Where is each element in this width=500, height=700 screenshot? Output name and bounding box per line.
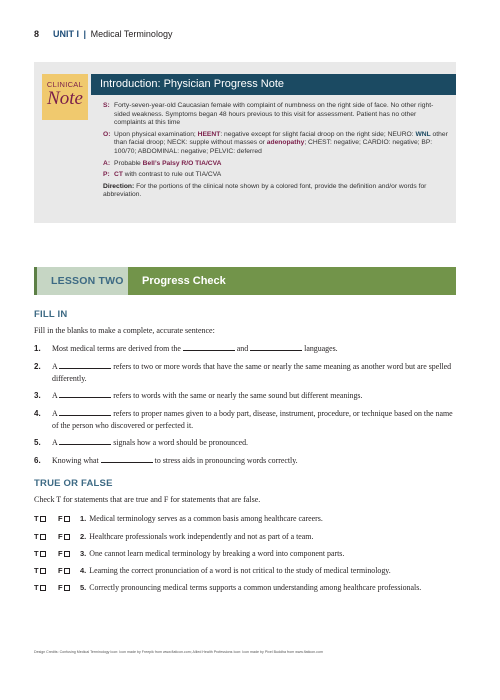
true-option[interactable]	[34, 513, 58, 524]
subjective-text: Forty-seven-year-old Caucasian female with complaint of numbness on the right side of face. No other right-sided weakness. Symptoms began 48 hours previous to this visit for assessment. Patient has no other complaints at this time	[114, 102, 434, 127]
fill-in-item	[34, 437, 454, 449]
false-option[interactable]	[58, 531, 80, 542]
item-text: A	[52, 391, 60, 400]
true-false-item	[34, 531, 454, 542]
false-option[interactable]	[58, 548, 80, 559]
answer-blank[interactable]	[250, 343, 302, 351]
item-text: Correctly pronouncing medical terms supports a common understanding among healthcare professionals.	[89, 583, 422, 592]
soap-key-s: S:	[103, 102, 110, 109]
true-false-item	[34, 548, 454, 559]
item-number: 2.	[34, 362, 41, 371]
clinical-note-badge	[42, 74, 88, 120]
design-credits: Design Credits: Confusing Medical Terminology Icon: Icon made by Freepik from www.flaticon.com; Allied Health Professions Icon: Icon made by Pixel Buddha from www.flaticon.com	[34, 650, 323, 654]
clinical-note-title: Introduction: Physician Progress Note	[91, 74, 456, 95]
clinical-note-body	[103, 102, 448, 200]
objective-text-2: : negative except for slight facial droop on the right side; NEURO:	[220, 130, 416, 138]
fill-in-item	[34, 361, 454, 384]
checkbox-icon[interactable]	[40, 568, 46, 574]
fill-in-item	[34, 390, 454, 402]
true-false-item	[34, 513, 454, 524]
objective-text-4: ; CHEST: negative; CARDIO: negative; BP: 100/70; ABDOMINAL: negative; PELVIC: deferred	[114, 139, 433, 155]
direction-text	[103, 183, 448, 200]
fill-in-item	[34, 343, 454, 355]
soap-subjective	[103, 102, 448, 128]
item-number: 1.	[80, 514, 87, 523]
soap-objective	[103, 131, 448, 157]
false-label: F	[58, 532, 63, 541]
item-text: Medical terminology serves as a common basis among healthcare careers.	[89, 514, 323, 523]
checkbox-icon[interactable]	[40, 585, 46, 591]
term-bells-palsy: Bell’s Palsy R/O TIA/CVA	[142, 159, 222, 167]
chapter-title: Medical Terminology	[90, 29, 173, 39]
objective-text-3: other than facial droop; NECK: supple without masses or	[114, 130, 448, 147]
plan-text: with contrast to rule out TIA/CVA	[122, 171, 222, 179]
true-false-heading: TRUE OR FALSE	[34, 478, 113, 489]
term-adenopathy: adenopathy	[266, 139, 305, 147]
checkbox-icon[interactable]	[64, 534, 70, 540]
item-text: A	[52, 438, 60, 447]
checkbox-icon[interactable]	[40, 551, 46, 557]
true-label: T	[34, 549, 39, 558]
header-separator: |	[83, 29, 87, 39]
item-text: A	[52, 409, 60, 418]
true-label: T	[34, 532, 39, 541]
item-text: Learning the correct pronunciation of a word is not critical to the study of medical terminology.	[89, 566, 391, 575]
checkbox-icon[interactable]	[64, 568, 70, 574]
item-text: Most medical terms are derived from the	[52, 344, 183, 353]
soap-key-p: P:	[103, 171, 110, 179]
page-number: 8	[34, 29, 40, 39]
checkbox-icon[interactable]	[64, 516, 70, 522]
true-false-item	[34, 582, 454, 593]
item-number: 4.	[80, 566, 87, 575]
true-label: T	[34, 514, 39, 523]
true-false-item	[34, 565, 454, 576]
direction-body: For the portions of the clinical note shown by a colored font, provide the definition and/or words for abbreviation.	[103, 182, 427, 199]
answer-blank[interactable]	[59, 361, 111, 369]
item-number: 5.	[80, 583, 87, 592]
objective-text-1: Upon physical examination;	[114, 130, 198, 138]
badge-note-text: Note	[47, 88, 83, 109]
item-number: 4.	[34, 409, 41, 418]
unit-label: UNIT I	[53, 29, 80, 39]
term-wnl: WNL	[415, 130, 431, 138]
false-option[interactable]	[58, 582, 80, 593]
item-text: One cannot learn medical terminology by breaking a word into component parts.	[89, 549, 345, 558]
item-number: 3.	[80, 549, 87, 558]
answer-blank[interactable]	[59, 437, 111, 445]
false-option[interactable]	[58, 565, 80, 576]
soap-key-o: O:	[103, 130, 111, 138]
assessment-text: Probable	[114, 159, 143, 167]
fill-in-instruction: Fill in the blanks to make a complete, accurate sentence:	[34, 326, 215, 335]
lesson-title: Progress Check	[142, 275, 226, 287]
answer-blank[interactable]	[101, 455, 153, 463]
item-text: signals how a word should be pronounced.	[111, 438, 248, 447]
true-option[interactable]	[34, 548, 58, 559]
item-number: 1.	[34, 344, 41, 353]
false-option[interactable]	[58, 513, 80, 524]
fill-in-item	[34, 408, 454, 431]
true-option[interactable]	[34, 565, 58, 576]
term-ct: CT	[114, 171, 123, 179]
true-label: T	[34, 566, 39, 575]
true-false-instruction: Check T for statements that are true and F for statements that are false.	[34, 495, 261, 504]
true-option[interactable]	[34, 531, 58, 542]
fill-in-heading: FILL IN	[34, 309, 68, 320]
item-text: and	[234, 344, 251, 353]
item-text: to stress aids in pronouncing words correctly.	[152, 456, 298, 465]
item-text: refers to words with the same or nearly the same sound but different meanings.	[111, 391, 363, 400]
item-number: 6.	[34, 456, 41, 465]
item-text: A	[52, 362, 60, 371]
item-text: Knowing what	[52, 456, 101, 465]
checkbox-icon[interactable]	[64, 551, 70, 557]
answer-blank[interactable]	[59, 390, 111, 398]
checkbox-icon[interactable]	[64, 585, 70, 591]
false-label: F	[58, 514, 63, 523]
item-text: Healthcare professionals work independently and not as part of a team.	[89, 532, 314, 541]
item-number: 3.	[34, 391, 41, 400]
term-heent: HEENT	[197, 130, 221, 138]
checkbox-icon[interactable]	[40, 534, 46, 540]
fill-in-item	[34, 455, 454, 467]
false-label: F	[58, 566, 63, 575]
item-text: refers to two or more words that have the same or nearly the same meaning as another word but are spelled differently.	[52, 362, 452, 383]
checkbox-icon[interactable]	[40, 516, 46, 522]
soap-assessment	[103, 160, 448, 169]
direction-label: Direction:	[103, 182, 135, 190]
clinical-note-box	[34, 62, 456, 223]
answer-blank[interactable]	[183, 343, 235, 351]
item-number: 5.	[34, 438, 41, 447]
badge-clinical-text: CLINICAL	[46, 80, 84, 89]
false-label: F	[58, 549, 63, 558]
soap-key-a: A:	[103, 159, 111, 167]
page-header	[34, 29, 172, 39]
lesson-label: LESSON TWO	[34, 267, 128, 295]
false-label: F	[58, 583, 63, 592]
item-text: refers to proper names given to a body part, disease, instrument, procedure, or technique based on the name of the person who discovered or perfected it.	[52, 409, 453, 430]
lesson-banner	[34, 267, 456, 295]
soap-plan	[103, 171, 448, 180]
item-text: languages.	[302, 344, 338, 353]
true-option[interactable]	[34, 582, 58, 593]
answer-blank[interactable]	[59, 408, 111, 416]
true-label: T	[34, 583, 39, 592]
item-number: 2.	[80, 532, 87, 541]
